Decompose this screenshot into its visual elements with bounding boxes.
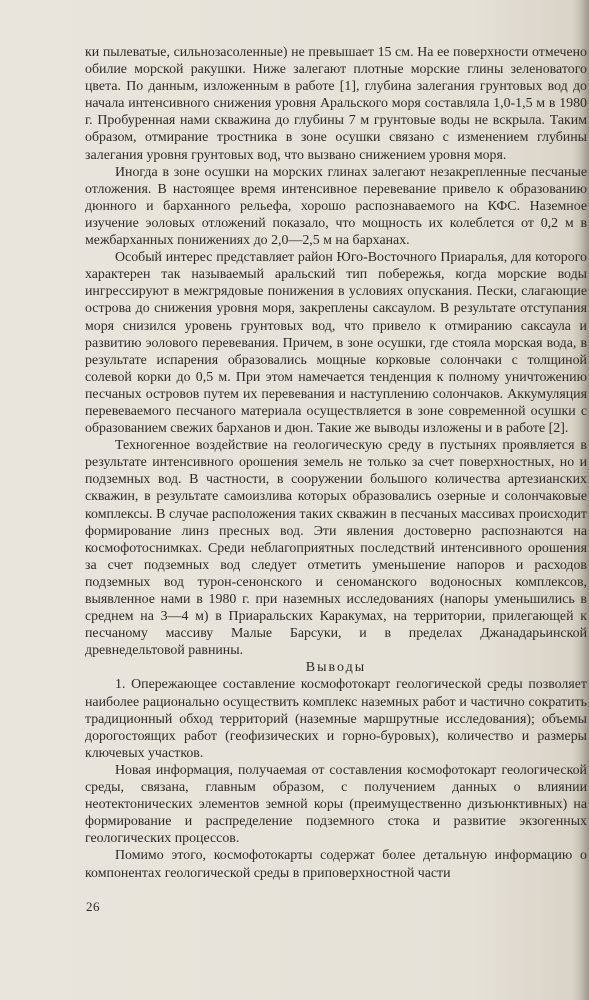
section-before-heading <box>85 44 587 659</box>
page-number: 26 <box>86 899 100 914</box>
paragraph: 1. Опережающее составление космофотокарт геологической среды позволяет наиболее рационально осуществить комплекс наземных работ и частично сократить традиционный обход территорий (наземные маршрутные исследования); объемы дорогостоящих работ (геофизических и горно-буровых), количество и размеры ключевых участков. <box>85 677 587 761</box>
paragraph: Помимо этого, космофотокарты содержат более детальную информацию о компонентах геологической среды в приповерхностной части <box>85 848 587 881</box>
paragraph: Техногенное воздействие на геологическую среду в пустынях проявляется в результате интенсивного орошения земель не только за счет поверхностных, но и подземных вод. В частности, в сооружении большого количества артезианских скважин, в результате самоизлива которых образовались озерные и солончаковые комплексы. В случае расположения таких скважин в песчаных массивах происходит формирование линз пресных вод. Эти явления достоверно распознаются на космофотоснимках. Среди неблагоприятных последствий интенсивного орошения за счет подземных вод следует отметить уменьшение напоров и расходов подземных вод турон-сенонского и сеноманского водоносных комплексов, выявленное нами в 1980 г. при наземных исследованиях (напоры уменьшились в среднем на 3—4 м) в Приаральских Каракумах, на территории, прилегающей к песчаному массиву Малые Барсуки, и в пределах Джанадарьинской древнедельтовой равнины. <box>85 438 587 659</box>
section-heading: Выводы <box>305 660 367 676</box>
body-text <box>85 44 587 882</box>
paragraph: Иногда в зоне осушки на морских глинах залегают незакрепленные песчаные отложения. В настоящее время интенсивное перевевание привело к образованию дюнного и барханного рельефа, хорошо распознаваемого на КФС. Наземное изучение эоловых отложений показало, что мощность их колеблется от 0,2 м в межбарханных понижениях до 2,0—2,5 м на барханах. <box>85 164 587 249</box>
paragraph: ки пылеватые, сильнозасоленные) не превышает 15 см. На ее поверхности отмечено обилие морской ракушки. Ниже залегают плотные морские глины зеленоватого цвета. По данным, изложенным в работе [1], глубина залегания грунтовых вод до начала интенсивного снижения уровня Аральского моря составляла 1,0-1,5 м в 1980 г. Пробуренная нами скважина до глубины 7 м грунтовые воды не вскрыла. Таким образом, отмирание тростника в зоне осушки связано с изменением глубины залегания уровня грунтовых вод, что вызвано снижением уровня моря. <box>85 45 587 163</box>
paragraph: Новая информация, получаемая от составления космофотокарт геологической среды, связана, главным образом, с получением данных о влиянии неотектонических элементов земной коры (преимущественно дизъюнктивных) на формирование и распределение подземного стока и развитие экзогенных геологических процессов. <box>85 762 587 847</box>
section-conclusions <box>85 676 587 881</box>
paragraph: Особый интерес представляет район Юго-Восточного Приаралья, для которого характерен так называемый аральский тип побережья, когда морские воды ингрессируют в межгрядовые понижения в условиях опускания. Пески, слагающие острова до снижения уровня моря, закреплены саксаулом. В результате отступания моря снизился уровень грунтовых вод, что привело к отмиранию саксаула и развитию эолового перевевания. Причем, в зоне осушки, где стояла морская вода, в результате испарения образовались мощные корковые солончаки с толщиной солевой корки до 0,5 м. При этом намечается тенденция к полному уничтожению песчаных островов путем их перевевания и наступлению солончаков. Аккумуляция перевеваемого песчаного материала осуществляется в зоне современной осушки с образованием свежих барханов и дюн. Такие же выводы изложены и в работе [2]. <box>85 250 587 437</box>
